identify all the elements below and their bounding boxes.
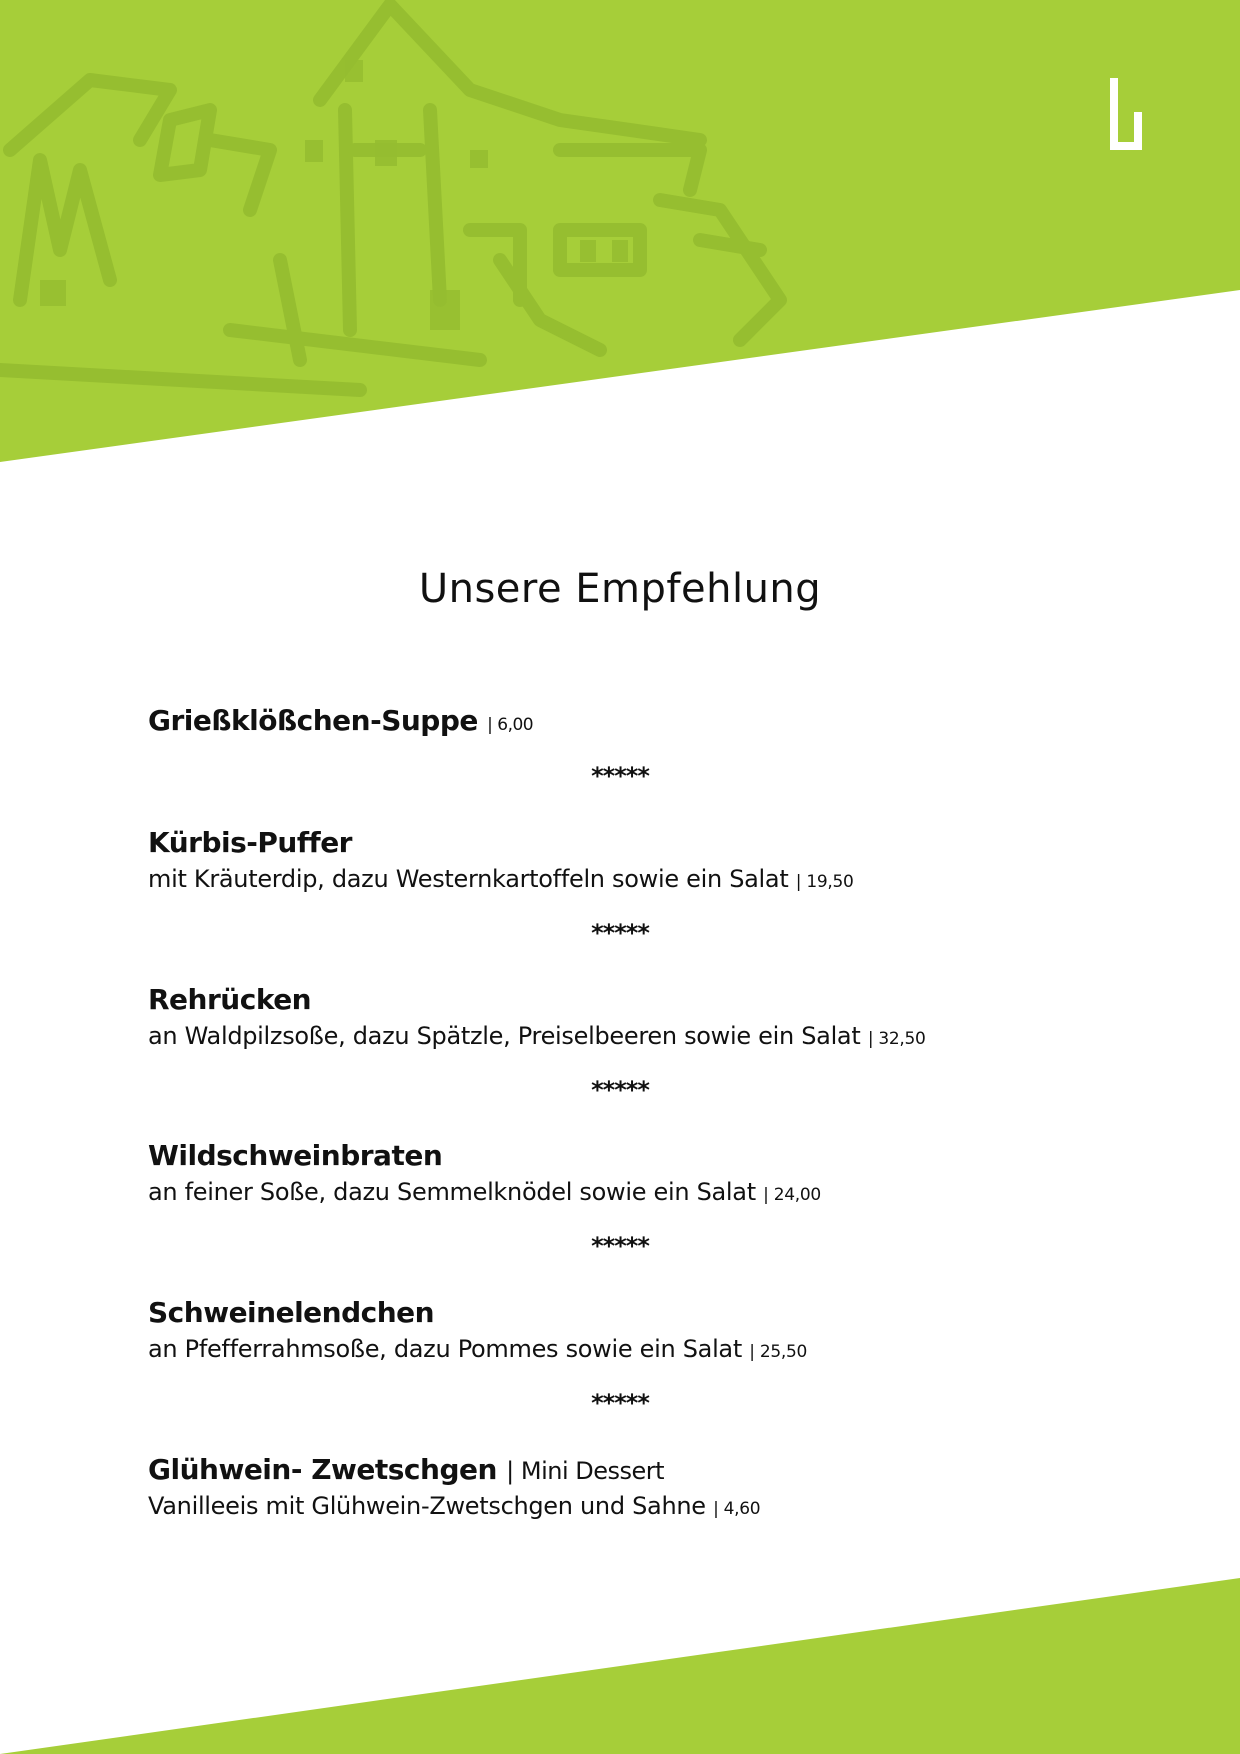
dish-name: Wildschweinbraten — [148, 1139, 443, 1172]
dish-name: Kürbis-Puffer — [148, 826, 352, 859]
separator-stars: ***** — [591, 762, 649, 790]
price-separator: | — [506, 1457, 514, 1485]
menu-item — [148, 704, 1148, 737]
dish-name: Glühwein- Zwetschgen — [148, 1453, 497, 1486]
dish-price: 25,50 — [759, 1342, 808, 1362]
dish-description: an Pfefferrahmsoße, dazu Pommes sowie ein Salat — [148, 1335, 742, 1363]
dish-description: an feiner Soße, dazu Semmelknödel sowie ein Salat — [148, 1178, 756, 1206]
price-separator: | — [867, 1029, 874, 1049]
bracket-logo-icon — [1108, 76, 1148, 156]
dish-price: 32,50 — [878, 1029, 926, 1049]
dish-price: 4,60 — [723, 1499, 761, 1519]
price-separator: | — [487, 715, 493, 735]
menu-item — [148, 1296, 1148, 1363]
price-separator: | — [713, 1499, 719, 1519]
dish-subtitle: Mini Dessert — [520, 1457, 665, 1485]
dish-price: 6,00 — [497, 715, 534, 735]
menu-item — [148, 1453, 1148, 1520]
header-band — [0, 0, 1240, 470]
separator-stars: ***** — [591, 1389, 649, 1417]
dish-name: Grießklößchen-Suppe — [148, 704, 478, 737]
price-separator: | — [795, 872, 802, 892]
dish-name: Rehrücken — [148, 983, 312, 1016]
dish-price: 19,50 — [806, 872, 854, 892]
menu-item — [148, 826, 1148, 893]
dish-price: 24,00 — [773, 1185, 821, 1205]
separator-stars: ***** — [591, 1232, 649, 1260]
separator-stars: ***** — [591, 919, 649, 947]
price-separator: | — [749, 1342, 755, 1362]
footer-band — [0, 1560, 1240, 1754]
dish-name: Schweinelendchen — [148, 1296, 435, 1329]
page-title: Unsere Empfehlung — [418, 566, 822, 612]
menu-item — [148, 1139, 1148, 1206]
menu-item — [148, 983, 1148, 1050]
dish-description: Vanilleeis mit Glühwein-Zwetschgen und Sahne — [148, 1492, 706, 1520]
dish-description: mit Kräuterdip, dazu Westernkartoffeln sowie ein Salat — [148, 865, 789, 893]
separator-stars: ***** — [591, 1076, 649, 1104]
dish-description: an Waldpilzsoße, dazu Spätzle, Preiselbeeren sowie ein Salat — [148, 1022, 861, 1050]
price-separator: | — [763, 1185, 769, 1205]
